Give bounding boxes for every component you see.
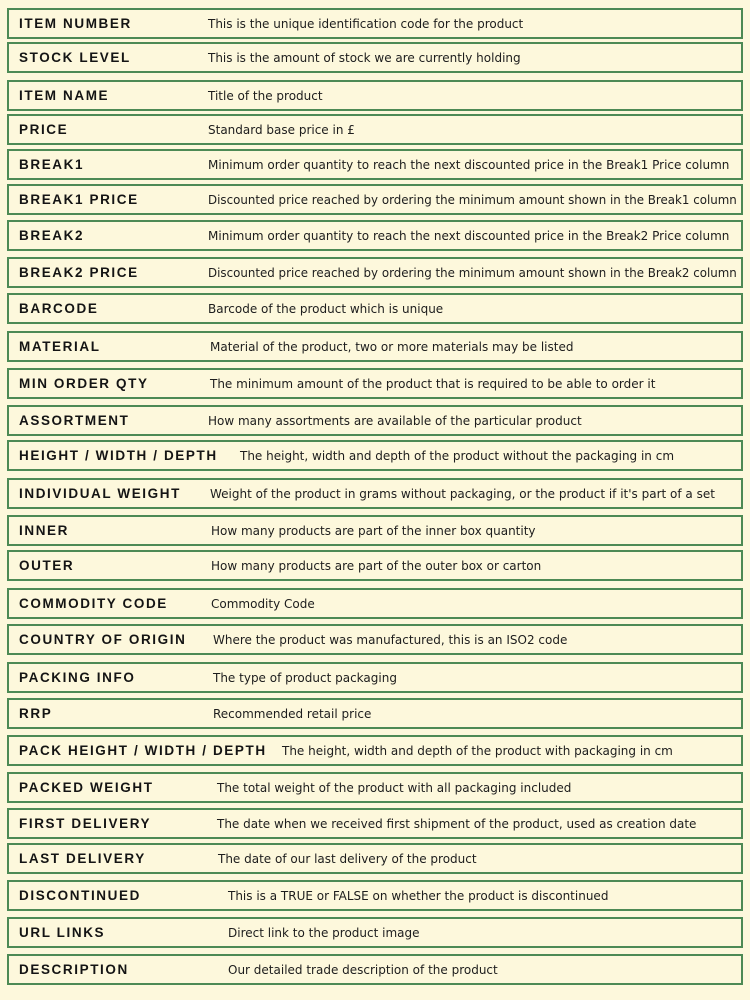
- glossary-row-item-name: [7, 80, 743, 111]
- field-description: How many products are part of the outer box or carton: [211, 558, 542, 573]
- field-name: PRICE: [19, 122, 69, 137]
- field-name: PACKING INFO: [19, 670, 136, 685]
- glossary-row-inner: [7, 515, 743, 546]
- field-name: INNER: [19, 523, 70, 538]
- field-name: ITEM NAME: [19, 88, 110, 103]
- field-name: PACK HEIGHT / WIDTH / DEPTH: [19, 743, 267, 758]
- field-name: INDIVIDUAL WEIGHT: [19, 486, 181, 501]
- glossary-row-commodity-code: [7, 588, 743, 619]
- field-description: Discounted price reached by ordering the minimum amount shown in the Break2 column: [208, 265, 737, 280]
- field-description: The date when we received first shipment of the product, used as creation date: [217, 816, 697, 831]
- field-name: BREAK1 PRICE: [19, 192, 139, 207]
- field-description: Where the product was manufactured, this is an ISO2 code: [213, 632, 568, 647]
- glossary-row-individual-weight: [7, 478, 743, 509]
- field-description: The height, width and depth of the product with packaging in cm: [282, 743, 673, 758]
- field-description: Weight of the product in grams without packaging, or the product if it's part of a set: [210, 486, 715, 501]
- glossary-row-break2: [7, 220, 743, 251]
- glossary-row-assortment: [7, 405, 743, 436]
- field-description: The type of product packaging: [213, 670, 397, 685]
- field-name: BARCODE: [19, 301, 99, 316]
- glossary-row-break2-price: [7, 257, 743, 288]
- glossary-row-barcode: [7, 293, 743, 324]
- glossary-row-rrp: [7, 698, 743, 729]
- field-description: Barcode of the product which is unique: [208, 301, 444, 316]
- field-description: How many products are part of the inner box quantity: [211, 523, 536, 538]
- field-name: COMMODITY CODE: [19, 596, 168, 611]
- field-description: Standard base price in £: [208, 122, 355, 137]
- field-name: LAST DELIVERY: [19, 851, 146, 866]
- glossary-row-stock-level: [7, 42, 743, 73]
- glossary-row-packed-weight: [7, 772, 743, 803]
- field-name: RRP: [19, 706, 53, 721]
- glossary-row-last-delivery: [7, 843, 743, 874]
- glossary-row-description: [7, 954, 743, 985]
- field-description: Material of the product, two or more materials may be listed: [210, 339, 574, 354]
- field-description: This is a TRUE or FALSE on whether the product is discontinued: [228, 888, 609, 903]
- glossary-row-discontinued: [7, 880, 743, 911]
- field-description: Recommended retail price: [213, 706, 372, 721]
- field-name: DESCRIPTION: [19, 962, 129, 977]
- field-name: STOCK LEVEL: [19, 50, 131, 65]
- field-name: ASSORTMENT: [19, 413, 130, 428]
- field-description: The total weight of the product with all packaging included: [217, 780, 572, 795]
- glossary-row-pack-height-width-depth: [7, 735, 743, 766]
- glossary-row-packing-info: [7, 662, 743, 693]
- glossary-row-item-number: [7, 8, 743, 39]
- field-name: COUNTRY OF ORIGIN: [19, 632, 187, 647]
- glossary-row-first-delivery: [7, 808, 743, 839]
- glossary-row-break1: [7, 149, 743, 180]
- field-description: Direct link to the product image: [228, 925, 420, 940]
- field-name: MIN ORDER QTY: [19, 376, 149, 391]
- field-description: This is the amount of stock we are currently holding: [208, 50, 521, 65]
- field-description: How many assortments are available of the particular product: [208, 413, 582, 428]
- field-description: Discounted price reached by ordering the minimum amount shown in the Break1 column: [208, 192, 737, 207]
- field-description: The minimum amount of the product that is required to be able to order it: [210, 376, 656, 391]
- field-name: PACKED WEIGHT: [19, 780, 154, 795]
- field-name: DISCONTINUED: [19, 888, 141, 903]
- field-name: URL LINKS: [19, 925, 106, 940]
- field-description: The height, width and depth of the product without the packaging in cm: [240, 448, 675, 463]
- field-name: OUTER: [19, 558, 75, 573]
- glossary-row-country-of-origin: [7, 624, 743, 655]
- glossary-row-price: [7, 114, 743, 145]
- field-name: ITEM NUMBER: [19, 16, 132, 31]
- field-description: Title of the product: [208, 88, 323, 103]
- field-description: Our detailed trade description of the product: [228, 962, 498, 977]
- glossary-row-height-width-depth: [7, 440, 743, 471]
- field-description: Commodity Code: [211, 596, 315, 611]
- glossary-row-outer: [7, 550, 743, 581]
- field-name: BREAK2 PRICE: [19, 265, 139, 280]
- glossary-row-break1-price: [7, 184, 743, 215]
- field-name: FIRST DELIVERY: [19, 816, 152, 831]
- field-description: The date of our last delivery of the product: [218, 851, 477, 866]
- field-description: Minimum order quantity to reach the next discounted price in the Break1 Price column: [208, 157, 730, 172]
- field-name: MATERIAL: [19, 339, 101, 354]
- field-name: BREAK1: [19, 157, 85, 172]
- field-description: This is the unique identification code for the product: [208, 16, 524, 31]
- field-name: BREAK2: [19, 228, 85, 243]
- field-description: Minimum order quantity to reach the next discounted price in the Break2 Price column: [208, 228, 730, 243]
- glossary-row-url-links: [7, 917, 743, 948]
- glossary-row-min-order-qty: [7, 368, 743, 399]
- glossary-row-material: [7, 331, 743, 362]
- field-name: HEIGHT / WIDTH / DEPTH: [19, 448, 218, 463]
